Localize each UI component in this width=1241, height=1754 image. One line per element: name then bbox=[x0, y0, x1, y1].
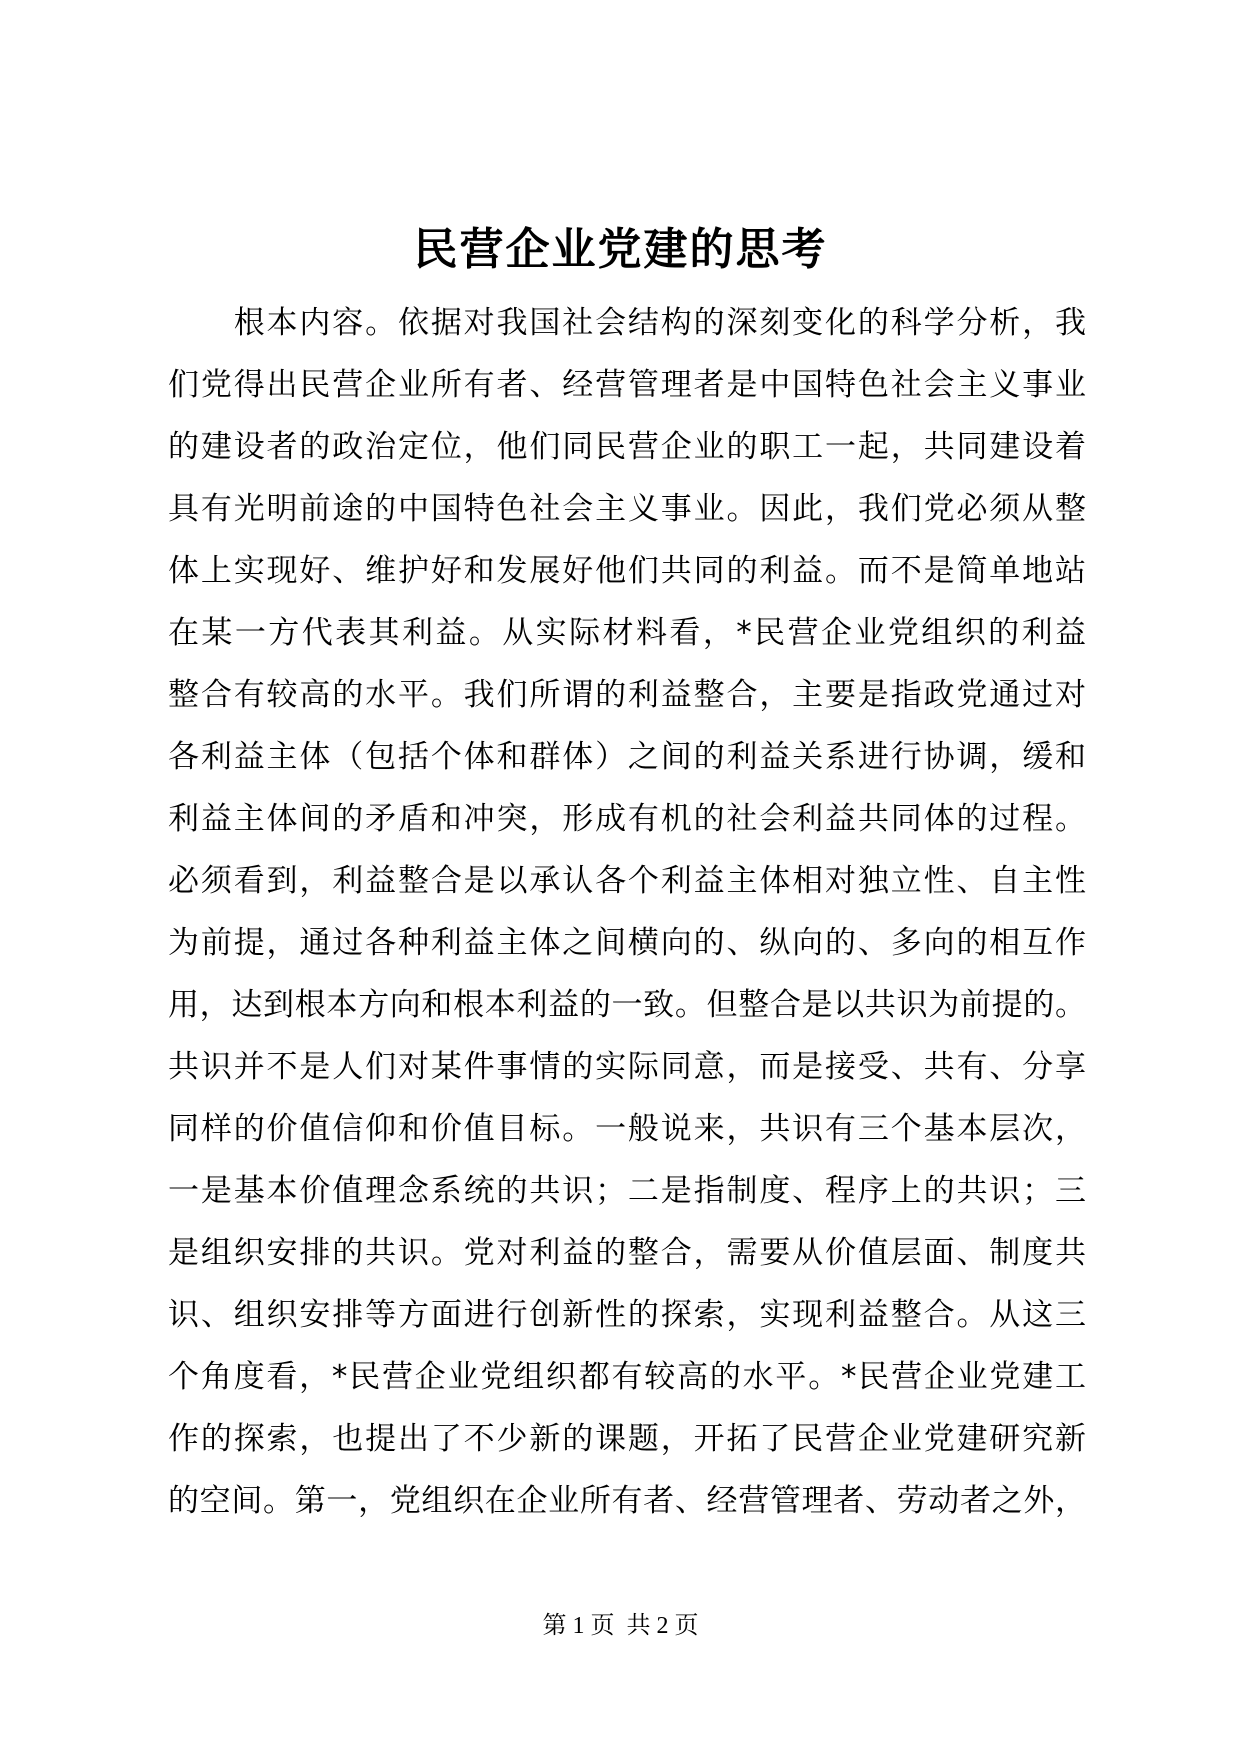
body-line: 识、组织安排等方面进行创新性的探索，实现利益整合。从这三 bbox=[168, 1297, 1086, 1333]
body-line: 为前提，通过各种利益主体之间横向的、纵向的、多向的相互作 bbox=[168, 925, 1086, 961]
page-number-label: 第 1 页 共 2 页 bbox=[542, 1613, 699, 1639]
body-line: 用，达到根本方向和根本利益的一致。但整合是以共识为前提的。 bbox=[168, 987, 1086, 1023]
body-line: 共识并不是人们对某件事情的实际同意，而是接受、共有、分享 bbox=[168, 1049, 1086, 1085]
body-line: 在某一方代表其利益。从实际材料看，*民营企业党组织的利益 bbox=[168, 615, 1086, 651]
body-line: 根本内容。依据对我国社会结构的深刻变化的科学分析，我 bbox=[168, 305, 1086, 341]
body-line: 各利益主体（包括个体和群体）之间的利益关系进行协调，缓和 bbox=[168, 739, 1086, 775]
body-line: 一是基本价值理念系统的共识；二是指制度、程序上的共识；三 bbox=[168, 1173, 1086, 1209]
body-line: 个角度看，*民营企业党组织都有较高的水平。*民营企业党建工 bbox=[168, 1359, 1086, 1395]
page-footer bbox=[0, 1610, 1241, 1642]
document-body bbox=[168, 292, 1086, 1532]
body-line: 具有光明前途的中国特色社会主义事业。因此，我们党必须从整 bbox=[168, 491, 1086, 527]
body-line: 们党得出民营企业所有者、经营管理者是中国特色社会主义事业 bbox=[168, 367, 1086, 403]
body-line: 是组织安排的共识。党对利益的整合，需要从价值层面、制度共 bbox=[168, 1235, 1086, 1271]
body-line: 作的探索，也提出了不少新的课题，开拓了民营企业党建研究新 bbox=[168, 1421, 1086, 1457]
body-line: 必须看到，利益整合是以承认各个利益主体相对独立性、自主性 bbox=[168, 863, 1086, 899]
body-line: 体上实现好、维护好和发展好他们共同的利益。而不是简单地站 bbox=[168, 553, 1086, 589]
body-line: 整合有较高的水平。我们所谓的利益整合，主要是指政党通过对 bbox=[168, 677, 1086, 713]
body-line: 的空间。第一，党组织在企业所有者、经营管理者、劳动者之外， bbox=[168, 1483, 1086, 1519]
body-line: 利益主体间的矛盾和冲突，形成有机的社会利益共同体的过程。 bbox=[168, 801, 1086, 837]
document-title: 民营企业党建的思考 bbox=[413, 224, 828, 275]
body-line: 同样的价值信仰和价值目标。一般说来，共识有三个基本层次， bbox=[168, 1111, 1086, 1147]
body-line: 的建设者的政治定位，他们同民营企业的职工一起，共同建设着 bbox=[168, 429, 1086, 465]
